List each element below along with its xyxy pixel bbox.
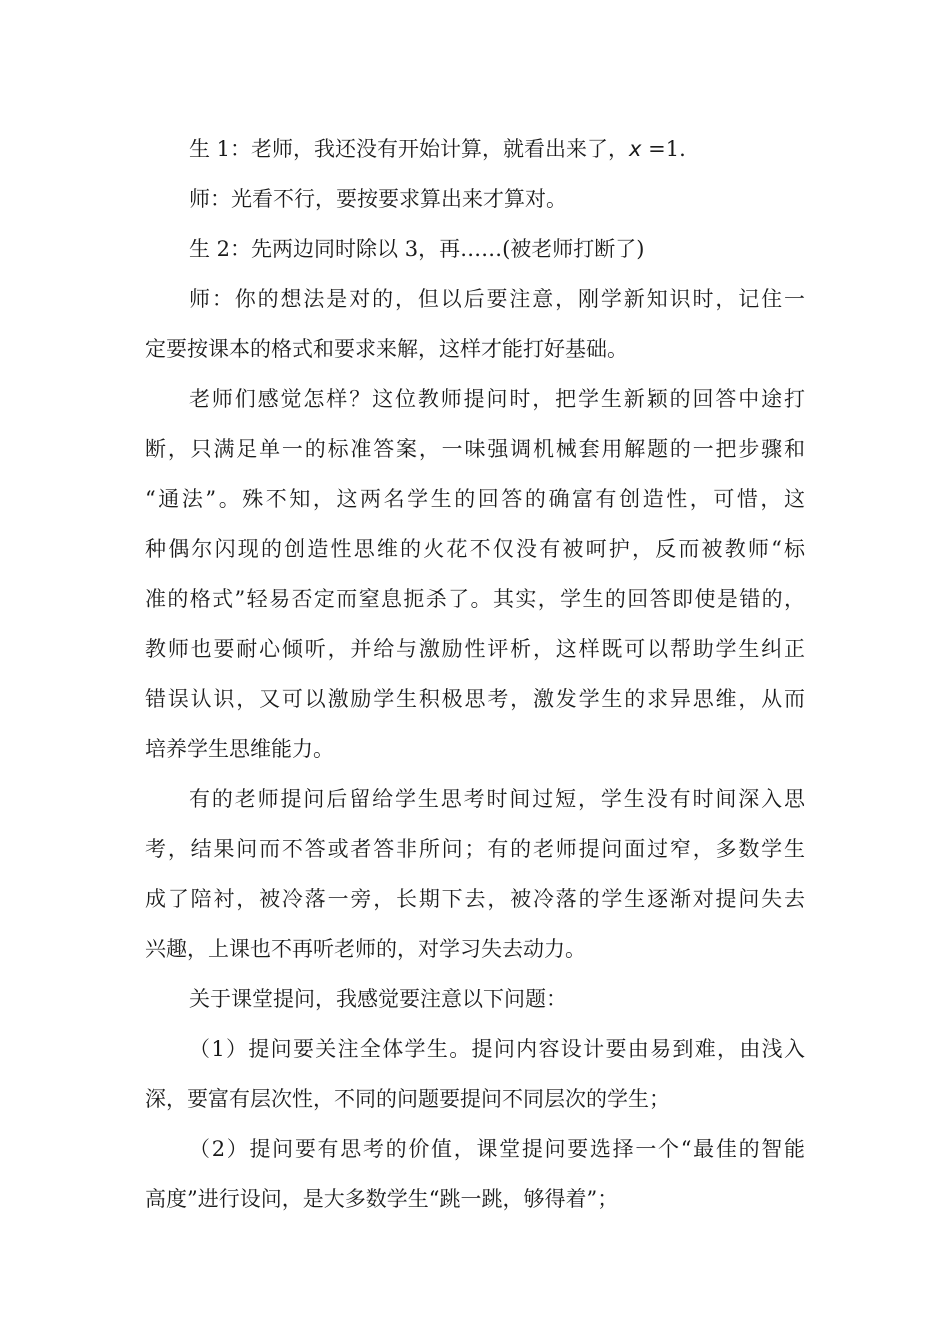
dialogue-teacher2-line: 师：你的想法是对的，但以后要注意，刚学新知识时，记住一 [189, 287, 805, 311]
point2-line: 高度”进行设问，是大多数学生“跳一跳，够得着”； [145, 1187, 619, 1211]
paragraph1-line: 培养学生思维能力。 [145, 737, 334, 761]
math-variable-x: x [629, 137, 642, 161]
dialogue-student1-answer: =1. [641, 137, 686, 161]
paragraph1-line: “通法”。殊不知，这两名学生的回答的确富有创造性，可惜，这 [145, 487, 805, 511]
paragraph1-line: 教师也要耐心倾听，并给与激励性评析，这样既可以帮助学生纠正 [145, 637, 805, 661]
paragraph1-line: 老师们感觉怎样？这位教师提问时，把学生新颖的回答中途打 [189, 387, 805, 411]
point1-line: 深，要富有层次性，不同的问题要提问不同层次的学生； [145, 1087, 670, 1111]
paragraph2-line: 考，结果问而不答或者答非所问；有的老师提问面过窄，多数学生 [145, 837, 805, 861]
dialogue-teacher2-line: 定要按课本的格式和要求来解，这样才能打好基础。 [145, 337, 628, 361]
paragraph1-line: 种偶尔闪现的创造性思维的火花不仅没有被呵护，反而被教师“标 [145, 537, 805, 561]
point2-line: （2）提问要有思考的价值，课堂提问要选择一个“最佳的智能 [189, 1137, 805, 1161]
paragraph2-line: 兴趣，上课也不再听老师的，对学习失去动力。 [145, 937, 586, 961]
intro-line: 关于课堂提问，我感觉要注意以下问题： [189, 987, 567, 1011]
paragraph1-line: 断，只满足单一的标准答案，一味强调机械套用解题的一把步骤和 [145, 437, 805, 461]
dialogue-student1-text: 生 1：老师，我还没有开始计算，就看出来了， [189, 137, 630, 161]
paragraph1-line: 错误认识，又可以激励学生积极思考，激发学生的求异思维，从而 [145, 687, 805, 711]
dialogue-teacher1: 师：光看不行，要按要求算出来才算对。 [189, 187, 567, 211]
paragraph2-line: 有的老师提问后留给学生思考时间过短，学生没有时间深入思 [189, 787, 805, 811]
dialogue-student1 [189, 132, 805, 166]
paragraph1-line: 准的格式”轻易否定而窒息扼杀了。其实，学生的回答即使是错的， [145, 587, 805, 611]
point1-line: （1）提问要关注全体学生。提问内容设计要由易到难，由浅入 [189, 1037, 805, 1061]
paragraph2-line: 成了陪衬，被冷落一旁，长期下去，被冷落的学生逐渐对提问失去 [145, 887, 805, 911]
dialogue-student2: 生 2：先两边同时除以 3，再……(被老师打断了) [189, 237, 645, 261]
